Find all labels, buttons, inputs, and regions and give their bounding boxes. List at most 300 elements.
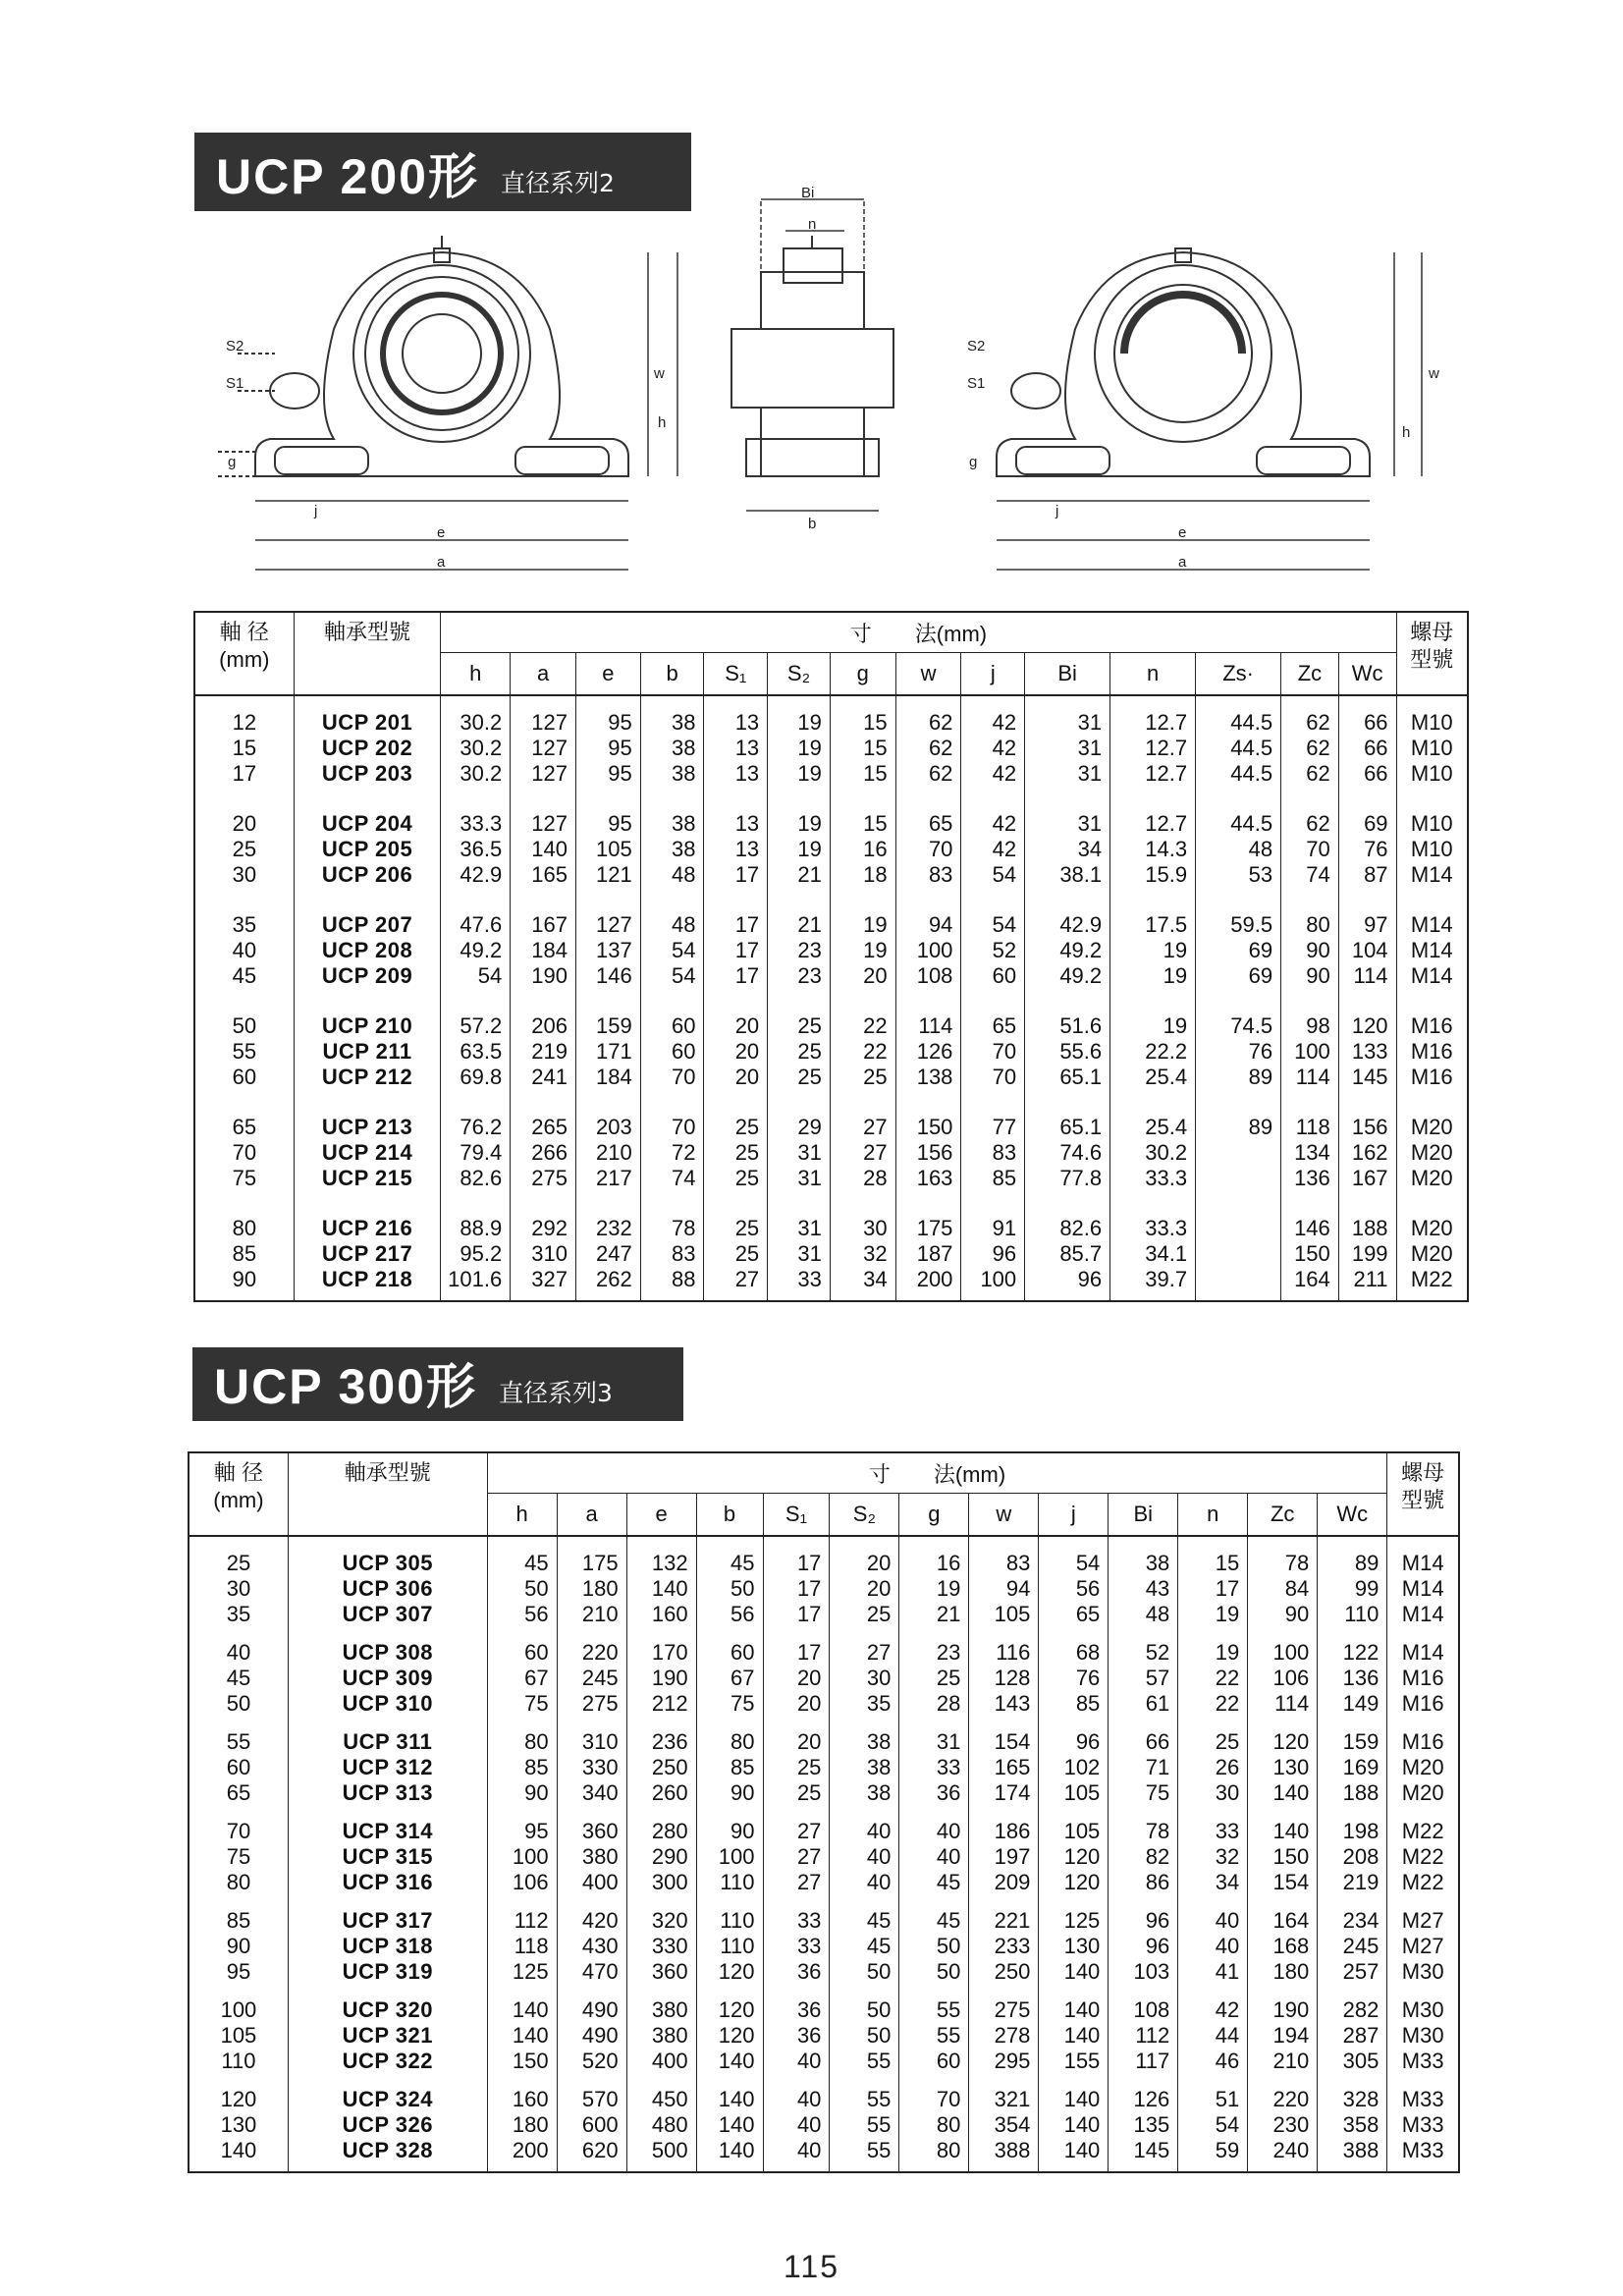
table-cell: 13 xyxy=(734,761,760,786)
series-diameter-label: 直径系列2 xyxy=(500,169,615,197)
table-cell: 38 xyxy=(671,837,696,861)
table-cell: 140 xyxy=(718,2112,755,2137)
column-header: h xyxy=(487,1494,557,1537)
table-cell: 40 xyxy=(796,2087,822,2111)
table-cell: 60 xyxy=(730,1640,755,1665)
table-row-group xyxy=(189,1627,1459,1717)
table-cell: 266 xyxy=(531,1140,568,1165)
table-cell: 13 xyxy=(734,710,760,735)
table-cell: 20 xyxy=(866,1576,892,1601)
table-cell: 114 xyxy=(1274,1691,1310,1716)
table-cell: 130 xyxy=(1063,1934,1101,1958)
cell-bore xyxy=(189,2074,288,2172)
table-cell: UCP 312 xyxy=(342,1755,433,1779)
table-cell: 110 xyxy=(720,1870,755,1894)
table-cell: 42 xyxy=(992,761,1017,786)
cell-dimension xyxy=(969,1717,1039,1806)
table-cell: 77 xyxy=(992,1115,1017,1139)
table-cell: 127 xyxy=(595,912,632,937)
cell-dimension xyxy=(830,1895,899,1985)
table-cell: UCP 324 xyxy=(342,2087,433,2111)
cell-dimension xyxy=(961,695,1025,787)
cell-dimension xyxy=(511,989,576,1090)
table-cell: 62 xyxy=(1306,710,1330,735)
cell-bore xyxy=(189,1806,288,1895)
table-cell: 17.5 xyxy=(1145,912,1188,937)
cell-dimension xyxy=(1196,1090,1281,1191)
table-cell: 51.6 xyxy=(1059,1013,1103,1038)
table-cell: 91 xyxy=(992,1216,1017,1240)
table-cell: 72 xyxy=(671,1140,696,1165)
table-cell: 45 xyxy=(226,1666,251,1690)
table-cell: 490 xyxy=(581,2023,619,2048)
table-cell: 31 xyxy=(1077,710,1103,735)
column-header: b xyxy=(696,1494,763,1537)
table-cell: 49.2 xyxy=(1059,938,1103,962)
table-row-group xyxy=(194,1191,1468,1301)
table-cell: M14 xyxy=(1410,912,1453,937)
series-model-title: UCP 300形 xyxy=(214,1359,477,1414)
column-header: w xyxy=(895,653,961,696)
table-cell: 76 xyxy=(1364,837,1388,861)
table-cell: 20 xyxy=(734,1013,760,1038)
table-cell: 99 xyxy=(1354,1576,1380,1601)
table-cell: UCP 306 xyxy=(342,1576,433,1601)
cell-dimension xyxy=(1109,1627,1178,1717)
cell-dimension xyxy=(830,2074,899,2172)
table-cell: 33.3 xyxy=(460,811,503,836)
table-cell: 19 xyxy=(797,761,822,786)
table-cell: 310 xyxy=(531,1241,568,1266)
table-cell: 145 xyxy=(1351,1065,1388,1089)
table-cell: 287 xyxy=(1342,2023,1380,2048)
table-cell: 38 xyxy=(866,1729,892,1754)
table-cell: 38 xyxy=(1145,1551,1170,1575)
cell-dimension xyxy=(830,1806,899,1895)
cell-dimension xyxy=(899,1806,969,1895)
cell-dimension xyxy=(1178,1717,1248,1806)
table-cell: 66 xyxy=(1145,1729,1170,1754)
table-cell: 146 xyxy=(595,963,632,988)
table-cell: 40 xyxy=(866,1844,892,1869)
cell-dimension xyxy=(511,1090,576,1191)
table-cell: 112 xyxy=(514,1908,549,1933)
cell-dimension xyxy=(763,1806,830,1895)
cell-dimension xyxy=(557,1985,626,2074)
table-cell: 188 xyxy=(1342,1780,1380,1805)
table-cell: 55.6 xyxy=(1059,1039,1103,1064)
cell-dimension xyxy=(511,787,576,888)
table-cell: 103 xyxy=(1133,1959,1170,1984)
cell-dimension xyxy=(1248,2074,1318,2172)
header-bearing-number: 軸承型號 xyxy=(288,1452,487,1536)
table-cell: 27 xyxy=(796,1870,822,1894)
column-header: e xyxy=(575,653,640,696)
cell-dimension xyxy=(830,1985,899,2074)
table-cell: 500 xyxy=(651,2138,688,2162)
table-cell: 96 xyxy=(1077,1267,1103,1291)
table-cell: 27 xyxy=(863,1115,888,1139)
label-w: w xyxy=(654,365,665,382)
table-cell: 257 xyxy=(1342,1959,1380,1984)
table-cell: 16 xyxy=(863,837,888,861)
cell-dimension xyxy=(763,1627,830,1717)
cell-dimension xyxy=(830,1536,899,1627)
table-cell: 184 xyxy=(595,1065,632,1089)
table-cell: 25 xyxy=(226,1551,251,1575)
table-cell: 30.2 xyxy=(1145,1140,1188,1165)
table-cell: M20 xyxy=(1410,1115,1453,1139)
table-cell: 95 xyxy=(608,710,632,735)
table-cell: 21 xyxy=(797,862,822,887)
table-cell: 66 xyxy=(1364,761,1388,786)
header-bearing-number: 軸承型號 xyxy=(294,612,441,695)
cell-dimension xyxy=(640,989,704,1090)
cell-dimension xyxy=(961,787,1025,888)
cell-dimension xyxy=(1110,888,1196,989)
table-cell: M10 xyxy=(1410,710,1453,735)
table-cell: 100 xyxy=(512,1844,549,1869)
series-diameter-label: 直径系列3 xyxy=(498,1379,613,1407)
table-cell: 47.6 xyxy=(460,912,503,937)
table-cell: 90 xyxy=(1306,938,1330,962)
table-cell: 35 xyxy=(866,1691,892,1716)
cell-dimension xyxy=(696,1895,763,1985)
table-cell: M14 xyxy=(1401,1602,1444,1626)
table-cell: 76.2 xyxy=(460,1115,503,1139)
table-cell: 31 xyxy=(936,1729,961,1754)
table-cell: M30 xyxy=(1401,2023,1444,2048)
cell-dimension xyxy=(763,1985,830,2074)
table-cell: 118 xyxy=(514,1934,549,1958)
table-cell: 78 xyxy=(1284,1551,1310,1575)
table-cell: 210 xyxy=(581,1602,619,1626)
table-cell: 27 xyxy=(796,1819,822,1843)
table-cell: 20 xyxy=(734,1039,760,1064)
table-cell: 278 xyxy=(994,2023,1031,2048)
table-cell: 28 xyxy=(936,1691,961,1716)
cell-dimension xyxy=(768,1191,831,1301)
cell-dimension xyxy=(1109,1717,1178,1806)
table-cell: 75 xyxy=(524,1691,549,1716)
table-cell: 105 xyxy=(220,2023,257,2048)
header-bore: 軸 径 (mm) xyxy=(189,1452,288,1536)
table-cell: 95 xyxy=(608,761,632,786)
table-cell: 125 xyxy=(512,1959,549,1984)
table-cell: 90 xyxy=(524,1780,549,1805)
table-cell: 21 xyxy=(797,912,822,937)
table-cell: 54 xyxy=(1075,1551,1101,1575)
table-cell: UCP 201 xyxy=(321,710,413,735)
table-cell: UCP 314 xyxy=(342,1819,433,1843)
table-cell: M10 xyxy=(1410,736,1453,760)
table-cell: M22 xyxy=(1401,1819,1444,1843)
table-cell: 250 xyxy=(651,1755,688,1779)
cell-bearing-number xyxy=(294,695,441,787)
table-cell: 17 xyxy=(796,1602,822,1626)
table-cell: 96 xyxy=(1145,1908,1170,1933)
table-cell: UCP 212 xyxy=(321,1065,413,1089)
table-cell: 34.1 xyxy=(1145,1241,1188,1266)
table-cell: 290 xyxy=(651,1844,688,1869)
table-cell: 27 xyxy=(734,1267,760,1291)
table-cell: 145 xyxy=(1133,2138,1170,2162)
cell-dimension xyxy=(899,1717,969,1806)
table-cell: 85 xyxy=(730,1755,755,1779)
table-cell: 66 xyxy=(1364,736,1388,760)
table-cell: 78 xyxy=(1145,1819,1170,1843)
table-cell: 83 xyxy=(992,1140,1017,1165)
table-cell: 90 xyxy=(226,1934,251,1958)
table-cell: 360 xyxy=(651,1959,688,1984)
table-cell: 245 xyxy=(1342,1934,1380,1958)
cell-dimension xyxy=(704,695,768,787)
table-cell: 27 xyxy=(863,1140,888,1165)
table-cell: 110 xyxy=(720,1908,755,1933)
table-cell: UCP 203 xyxy=(321,761,413,786)
table-cell: 54 xyxy=(992,862,1017,887)
table-cell: 40 xyxy=(796,2112,822,2137)
column-header: n xyxy=(1110,653,1196,696)
cell-bore xyxy=(194,1090,294,1191)
table-cell: 137 xyxy=(595,938,632,962)
table-cell: 27 xyxy=(866,1640,892,1665)
label-w-right: w xyxy=(1429,365,1439,382)
table-cell: 33.3 xyxy=(1145,1216,1188,1240)
table-cell: M16 xyxy=(1410,1013,1453,1038)
table-cell: 60 xyxy=(524,1640,549,1665)
column-header: S₁ xyxy=(704,653,768,696)
cell-dimension xyxy=(1110,989,1196,1090)
cell-dimension xyxy=(895,1090,961,1191)
table-cell: 55 xyxy=(866,2112,892,2137)
table-cell: 61 xyxy=(1145,1691,1170,1716)
cell-bore xyxy=(189,1985,288,2074)
table-cell: 50 xyxy=(936,1959,961,1984)
cell-dimension xyxy=(1318,1895,1387,1985)
cell-dimension xyxy=(768,695,831,787)
cell-dimension xyxy=(1039,1717,1109,1806)
table-cell: M20 xyxy=(1410,1241,1453,1266)
table-cell: UCP 309 xyxy=(342,1666,433,1690)
table-cell: UCP 326 xyxy=(342,2112,433,2137)
table-row-group xyxy=(189,1536,1459,1627)
table-cell: 33.3 xyxy=(1145,1166,1188,1190)
cell-nut-number xyxy=(1396,1191,1468,1301)
table-cell: 380 xyxy=(581,1844,619,1869)
table-cell: 110 xyxy=(1344,1602,1380,1626)
cell-dimension xyxy=(1110,787,1196,888)
table-cell: 105 xyxy=(1063,1819,1101,1843)
table-cell: 25 xyxy=(863,1065,888,1089)
table-cell: 19 xyxy=(797,736,822,760)
cell-dimension xyxy=(1248,1806,1318,1895)
cell-dimension xyxy=(696,1806,763,1895)
cell-dimension xyxy=(1178,1627,1248,1717)
cell-dimension xyxy=(441,1191,511,1301)
cell-dimension xyxy=(441,1090,511,1191)
cell-dimension xyxy=(557,2074,626,2172)
cell-nut-number xyxy=(1396,989,1468,1090)
table-cell: 400 xyxy=(581,1870,619,1894)
table-cell: 105 xyxy=(1063,1780,1101,1805)
table-cell: 140 xyxy=(1063,2087,1101,2111)
table-cell: 13 xyxy=(734,811,760,836)
table-cell: 358 xyxy=(1342,2112,1380,2137)
cell-dimension xyxy=(1248,1536,1318,1627)
table-cell: 57.2 xyxy=(460,1013,503,1038)
table-cell: 250 xyxy=(994,1959,1031,1984)
table-cell: 75 xyxy=(730,1691,755,1716)
cell-dimension xyxy=(640,1191,704,1301)
table-cell: 174 xyxy=(994,1780,1031,1805)
cell-dimension xyxy=(830,888,895,989)
cell-dimension xyxy=(768,989,831,1090)
cell-dimension xyxy=(704,989,768,1090)
table-cell: 32 xyxy=(1215,1844,1240,1869)
table-cell: 12 xyxy=(232,710,257,735)
table-cell: UCP 322 xyxy=(342,2049,433,2073)
table-cell: 15.9 xyxy=(1145,862,1188,887)
table-cell: 171 xyxy=(595,1039,632,1064)
table-cell: 34 xyxy=(863,1267,888,1291)
table-cell: 59 xyxy=(1215,2138,1240,2162)
cell-dimension xyxy=(626,1536,696,1627)
table-cell: UCP 313 xyxy=(342,1780,433,1805)
table-cell: UCP 210 xyxy=(321,1013,413,1038)
cell-dimension xyxy=(696,1985,763,2074)
cell-dimension xyxy=(1196,787,1281,888)
cell-dimension xyxy=(1318,1536,1387,1627)
table-cell: 69 xyxy=(1364,811,1388,836)
table-row-group xyxy=(189,1806,1459,1895)
label-n: n xyxy=(808,216,817,233)
cell-dimension xyxy=(961,989,1025,1090)
table-cell: 310 xyxy=(581,1729,619,1754)
cell-nut-number xyxy=(1387,1536,1459,1627)
table-cell: 75 xyxy=(1145,1780,1170,1805)
table-cell: M22 xyxy=(1410,1267,1453,1291)
table-cell: UCP 209 xyxy=(321,963,413,988)
cell-dimension xyxy=(640,1090,704,1191)
cell-dimension xyxy=(763,1536,830,1627)
table-cell: 55 xyxy=(866,2087,892,2111)
table-cell: 140 xyxy=(1063,1959,1101,1984)
table-cell: 17 xyxy=(734,938,760,962)
table-cell: 120 xyxy=(1063,1844,1101,1869)
table-cell: 140 xyxy=(512,1997,549,2022)
cell-dimension xyxy=(1110,1191,1196,1301)
label-a-right: a xyxy=(1178,554,1187,571)
cell-nut-number xyxy=(1396,695,1468,787)
table-cell: 17 xyxy=(734,912,760,937)
table-cell: M30 xyxy=(1401,1959,1444,1984)
cell-dimension xyxy=(487,1985,557,2074)
table-cell: M20 xyxy=(1410,1166,1453,1190)
cell-dimension xyxy=(1248,1985,1318,2074)
table-cell: 160 xyxy=(512,2087,549,2111)
table-cell: 80 xyxy=(936,2138,961,2162)
table-cell: 44.5 xyxy=(1230,761,1273,786)
table-cell: 26 xyxy=(1215,1755,1240,1779)
table-cell: 198 xyxy=(1342,1819,1380,1843)
cell-dimension xyxy=(1196,695,1281,787)
cell-dimension xyxy=(704,787,768,888)
table-cell: 206 xyxy=(531,1013,568,1038)
table-cell: 220 xyxy=(581,1640,619,1665)
table-cell: 149 xyxy=(1342,1691,1380,1716)
table-cell: 150 xyxy=(512,2049,549,2073)
cell-dimension xyxy=(1025,787,1110,888)
table-cell: 143 xyxy=(994,1691,1031,1716)
table-cell: UCP 307 xyxy=(342,1602,433,1626)
table-cell: 20 xyxy=(232,811,257,836)
cell-dimension xyxy=(1318,1985,1387,2074)
table-cell: 70 xyxy=(226,1819,251,1843)
table-row-group xyxy=(189,2074,1459,2172)
table-cell: 65.1 xyxy=(1059,1115,1103,1139)
column-header: S₂ xyxy=(830,1494,899,1537)
table-cell: 135 xyxy=(1133,2112,1170,2137)
table-cell: 98 xyxy=(1306,1013,1330,1038)
table-cell: M16 xyxy=(1401,1666,1444,1690)
table-cell: 49.2 xyxy=(460,938,503,962)
table-cell: 45 xyxy=(524,1551,549,1575)
table-cell: 114 xyxy=(1353,963,1388,988)
table-cell: 88.9 xyxy=(460,1216,503,1240)
table-cell: 187 xyxy=(916,1241,953,1266)
cell-nut-number xyxy=(1387,1627,1459,1717)
cell-dimension xyxy=(830,989,895,1090)
table-cell: 74 xyxy=(671,1166,696,1190)
table-cell: 15 xyxy=(1215,1551,1240,1575)
table-cell: UCP 319 xyxy=(342,1959,433,1984)
table-cell: 400 xyxy=(651,2049,688,2073)
table-cell: 53 xyxy=(1248,862,1273,887)
column-header: h xyxy=(441,653,511,696)
table-cell: 55 xyxy=(226,1729,251,1754)
table-cell: 16 xyxy=(936,1551,961,1575)
table-cell: 71 xyxy=(1145,1755,1170,1779)
table-cell: 140 xyxy=(1063,2112,1101,2137)
table-cell: 40 xyxy=(936,1844,961,1869)
cell-dimension xyxy=(969,1806,1039,1895)
cell-dimension xyxy=(575,787,640,888)
table-cell: 30 xyxy=(863,1216,888,1240)
table-cell: 40 xyxy=(866,1870,892,1894)
cell-dimension xyxy=(1109,1806,1178,1895)
table-cell: 77.8 xyxy=(1059,1166,1103,1190)
table-cell: 219 xyxy=(1342,1870,1380,1894)
table-cell: 50 xyxy=(866,1959,892,1984)
cell-dimension xyxy=(1109,1895,1178,1985)
table-cell: M20 xyxy=(1410,1216,1453,1240)
table-cell: 388 xyxy=(994,2138,1031,2162)
table-cell: 54 xyxy=(671,938,696,962)
table-cell: 25 xyxy=(797,1065,822,1089)
table-cell: 50 xyxy=(730,1576,755,1601)
table-cell: M16 xyxy=(1401,1729,1444,1754)
table-cell: 40 xyxy=(796,2049,822,2073)
table-cell: 45 xyxy=(866,1908,892,1933)
table-cell: 76 xyxy=(1075,1666,1101,1690)
table-cell: 190 xyxy=(531,963,568,988)
cell-bore xyxy=(194,787,294,888)
cell-dimension xyxy=(575,695,640,787)
table-cell: 100 xyxy=(1294,1039,1330,1064)
table-cell: UCP 211 xyxy=(322,1039,412,1064)
cell-dimension xyxy=(895,787,961,888)
